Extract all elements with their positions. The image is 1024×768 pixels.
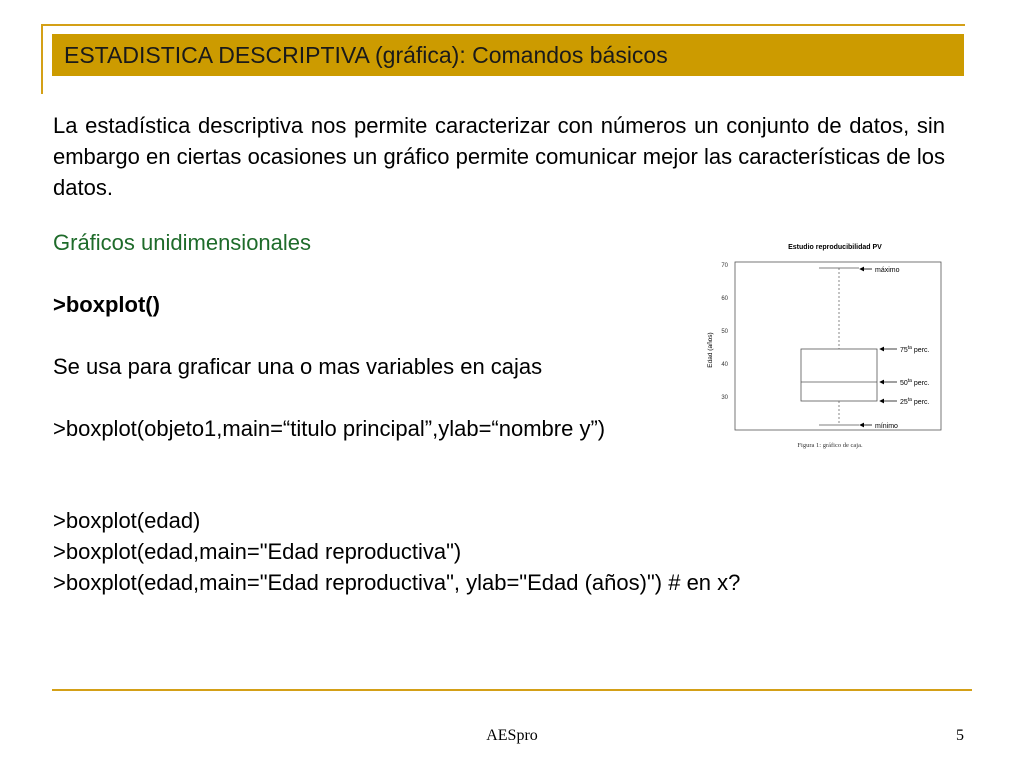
syntax-line: >boxplot(objeto1,main=“titulo principal”,ylab=“nombre y”) [53,416,606,441]
footer-label: AESpro [486,727,538,744]
left-rule [41,24,43,94]
example-3: >boxplot(edad,main="Edad reproductiva", ylab="Edad (años)") # en x? [53,570,741,595]
figure-title: Estudio reproducibilidad PV [788,244,882,251]
label-p50: $50^{ta}$ perc. [900,378,930,387]
label-p75: $75^{ta}$ perc. [900,345,930,354]
intro-paragraph: La estadística descriptiva nos permite caracterizar con números un conjunto de datos, sin embargo en ciertas ocasiones un gráfico permite comunicar mejor las características de los datos. [53,113,945,200]
ytick-60: 60 [721,296,728,302]
example-1: >boxplot(edad) [53,508,201,533]
ytick-50: 50 [721,329,728,335]
label-max: máximo [875,267,900,274]
bottom-rule [52,689,972,691]
ytick-40: 40 [721,362,728,368]
boxplot-figure [700,238,955,458]
page-number: 5 [956,727,964,744]
command-heading: >boxplot() [53,292,160,317]
y-axis-label: Edad (años) [707,332,714,368]
slide-title: ESTADISTICA DESCRIPTIVA (gráfica): Comandos básicos [64,41,668,68]
description: Se usa para graficar una o mas variables en cajas [53,354,543,379]
ytick-70: 70 [721,263,728,269]
example-2: >boxplot(edad,main="Edad reproductiva") [53,539,462,564]
box [801,349,877,401]
title-bar [52,34,964,76]
label-p25: $25^{ta}$ perc. [900,397,930,406]
label-min: mínimo [875,423,898,430]
top-rule [41,24,965,26]
subheading: Gráficos unidimensionales [53,230,312,255]
ytick-30: 30 [721,395,728,401]
figure-caption: Figura 1: gráfico de caja. [797,442,863,449]
